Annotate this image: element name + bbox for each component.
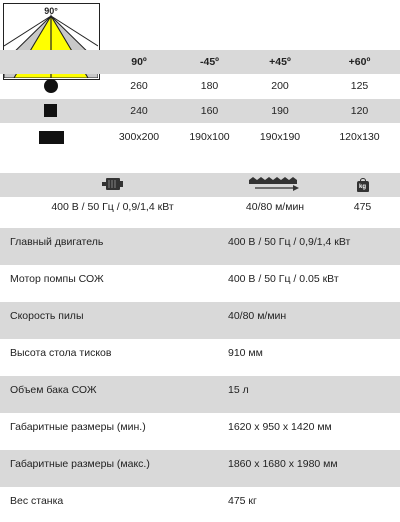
circle-icon bbox=[44, 79, 58, 93]
capacity-value: 200 bbox=[271, 80, 289, 92]
specification-table bbox=[0, 228, 400, 522]
spec-row bbox=[0, 413, 400, 450]
angle-header: 90º bbox=[131, 56, 147, 68]
capacity-row-square bbox=[0, 99, 400, 123]
motor-icon bbox=[102, 177, 124, 194]
spec-row bbox=[0, 376, 400, 413]
capacity-value: 300x200 bbox=[118, 131, 160, 143]
cutting-capacity-table bbox=[0, 0, 400, 155]
capacity-value: 190 bbox=[271, 105, 289, 117]
spec-label: Мотор помпы СОЖ bbox=[10, 273, 104, 285]
capacity-value: 260 bbox=[130, 80, 148, 92]
capacity-row-rectangle bbox=[0, 125, 400, 149]
saw-blade-icon bbox=[249, 177, 301, 194]
spec-row bbox=[0, 302, 400, 339]
capacity-value: 125 bbox=[350, 80, 369, 92]
spec-label: Вес станка bbox=[10, 495, 64, 507]
spec-value: 1860 x 1680 x 1980 мм bbox=[228, 458, 338, 470]
capacity-value: 190x100 bbox=[189, 131, 230, 143]
summary-icons-row bbox=[0, 173, 400, 197]
spec-label: Скорость пилы bbox=[10, 310, 84, 322]
angle-header: +60º bbox=[348, 56, 371, 68]
summary-values-row bbox=[0, 197, 400, 217]
capacity-value: 160 bbox=[200, 105, 219, 117]
spec-label: Габаритные размеры (макс.) bbox=[10, 458, 150, 470]
weight-kg-icon bbox=[357, 178, 369, 192]
summary-speed: 40/80 м/мин bbox=[245, 201, 305, 213]
spec-label: Высота стола тисков bbox=[10, 347, 112, 359]
angle-header: +45º bbox=[269, 56, 291, 68]
spec-label: Габаритные размеры (мин.) bbox=[10, 421, 146, 433]
angle-header: -45º bbox=[199, 56, 219, 68]
capacity-value: 240 bbox=[130, 105, 148, 117]
spec-value: 1620 x 950 x 1420 мм bbox=[228, 421, 332, 433]
spec-row bbox=[0, 450, 400, 487]
spec-row bbox=[0, 339, 400, 376]
kg-label: kg bbox=[358, 184, 366, 190]
spec-label: Объем бака СОЖ bbox=[10, 384, 97, 396]
capacity-row-round bbox=[0, 74, 400, 98]
summary-power: 400 В / 50 Гц / 0,9/1,4 кВт bbox=[51, 201, 174, 213]
spec-row bbox=[0, 265, 400, 302]
capacity-value: 120x130 bbox=[339, 131, 380, 143]
capacity-value: 120 bbox=[350, 105, 369, 117]
angle-top-label: 90° bbox=[44, 6, 58, 16]
capacity-header-row bbox=[0, 50, 400, 74]
capacity-value: 190x190 bbox=[259, 131, 301, 143]
summary-weight: 475 bbox=[353, 201, 372, 213]
spec-value: 400 В / 50 Гц / 0,9/1,4 кВт bbox=[228, 236, 351, 248]
spec-value: 400 В / 50 Гц / 0.05 кВт bbox=[228, 273, 339, 285]
spec-value: 475 кг bbox=[228, 495, 257, 507]
spec-label: Главный двигатель bbox=[10, 236, 104, 248]
spec-value: 15 л bbox=[228, 384, 249, 396]
square-icon bbox=[44, 104, 57, 117]
spec-value: 40/80 м/мин bbox=[228, 310, 287, 322]
capacity-value: 180 bbox=[200, 80, 219, 92]
rectangle-icon bbox=[39, 131, 64, 144]
spec-value: 910 мм bbox=[228, 347, 263, 359]
spec-row bbox=[0, 228, 400, 265]
spec-row bbox=[0, 487, 400, 522]
